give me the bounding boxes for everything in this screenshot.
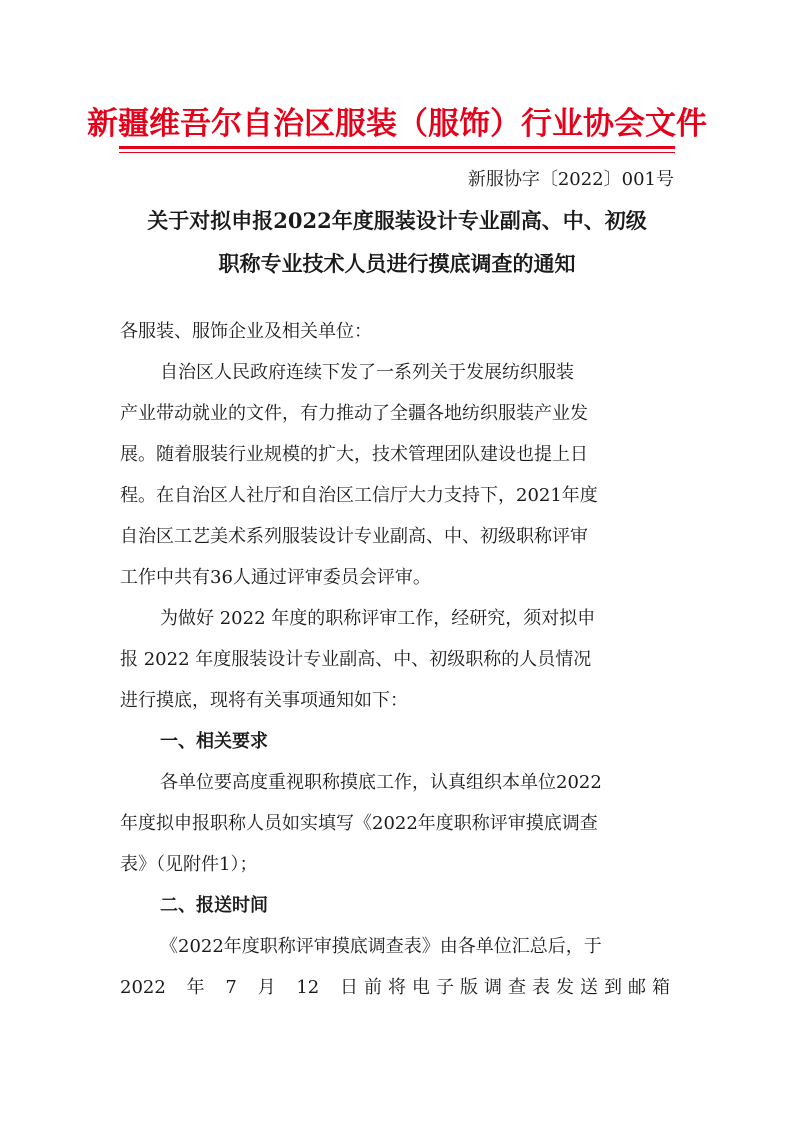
paragraph-1-line: 工作中共有36人通过评审委员会评审。 — [120, 567, 431, 588]
document-number: 新服协字〔2022〕001号 — [467, 169, 674, 190]
date-word: 年 — [186, 977, 205, 998]
date-word: 月 — [257, 977, 276, 998]
date-word: 日前将电子版调查表发送到邮箱 — [340, 977, 676, 998]
paragraph-1-line: 展。随着服装行业规模的扩大，技术管理团队建设也提上日 — [120, 444, 588, 465]
paragraph-4-line-justified — [120, 967, 676, 1008]
red-header-rule — [119, 146, 675, 149]
paragraph-2-line: 进行摸底，现将有关事项通知如下： — [120, 690, 408, 711]
paragraph-1-line: 自治区工艺美术系列服装设计专业副高、中、初级职称评审 — [120, 526, 588, 547]
paragraph-3-line: 年度拟申报职称人员如实填写《2022年度职称评审摸底调查 — [120, 813, 598, 834]
notice-title-line-1: 关于对拟申报2022年度服装设计专业副高、中、初级 — [147, 208, 647, 233]
paragraph-2-line: 报 2022 年度服装设计专业副高、中、初级职称的人员情况 — [120, 649, 592, 670]
paragraph-2-line: 为做好 2022 年度的职称评审工作，经研究，须对拟申 — [160, 608, 596, 629]
paragraph-3-line: 各单位要高度重视职称摸底工作，认真组织本单位2022 — [160, 772, 602, 793]
salutation: 各服装、服饰企业及相关单位： — [120, 321, 372, 342]
org-red-header: 新疆维吾尔自治区服装（服饰）行业协会文件 — [87, 106, 707, 142]
section-1-heading: 一、相关要求 — [160, 731, 268, 752]
notice-body — [120, 311, 676, 1008]
paragraph-1-line: 产业带动就业的文件，有力推动了全疆各地纺织服装产业发 — [120, 403, 588, 424]
date-word: 2022 — [120, 977, 166, 998]
paragraph-4-line: 《2022年度职称评审摸底调查表》由各单位汇总后，于 — [160, 936, 602, 957]
paragraph-3-line: 表》（见附件1）； — [120, 854, 258, 875]
paragraph-1-line: 程。在自治区人社厅和自治区工信厅大力支持下，2021年度 — [120, 485, 598, 506]
date-word: 7 — [225, 977, 237, 998]
date-word: 12 — [296, 977, 320, 998]
section-2-heading: 二、报送时间 — [160, 895, 268, 916]
red-header-rule-thin — [119, 152, 675, 153]
notice-title-line-2: 职称专业技术人员进行摸底调查的通知 — [218, 251, 576, 276]
paragraph-1-line: 自治区人民政府连续下发了一系列关于发展纺织服装 — [160, 362, 574, 383]
